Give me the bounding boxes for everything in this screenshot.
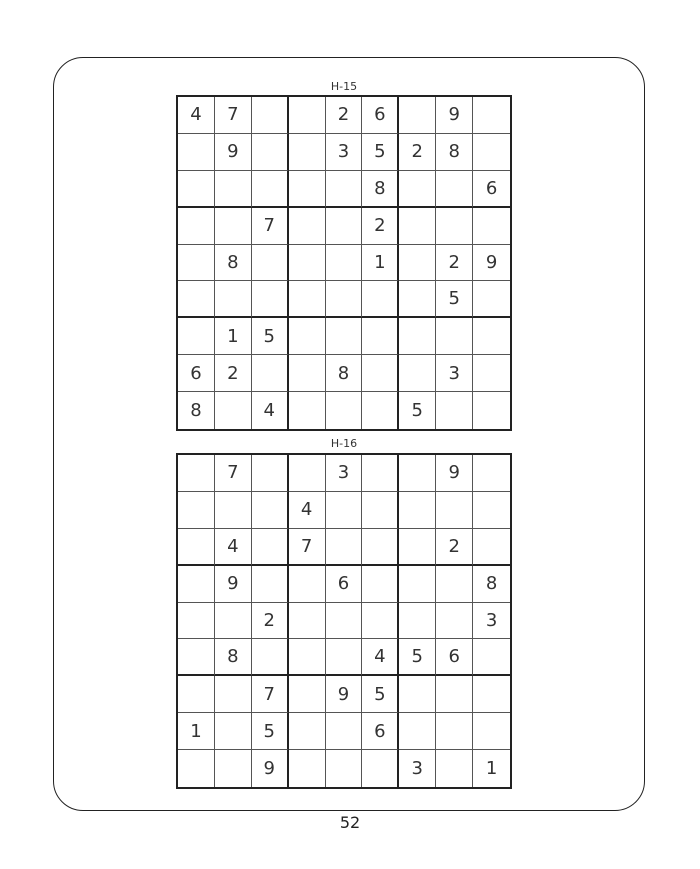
sudoku-cell	[436, 713, 473, 750]
sudoku-cell: 6	[362, 97, 399, 134]
sudoku-cell	[362, 566, 399, 603]
sudoku-cell: 9	[436, 455, 473, 492]
sudoku-cell	[252, 529, 289, 566]
sudoku-cell	[399, 245, 436, 282]
sudoku-cell	[473, 392, 510, 429]
sudoku-cell: 6	[362, 713, 399, 750]
sudoku-cell: 9	[215, 566, 252, 603]
sudoku-cell	[215, 171, 252, 208]
sudoku-cell: 4	[252, 392, 289, 429]
sudoku-cell	[436, 676, 473, 713]
sudoku-cell	[399, 492, 436, 529]
sudoku-cell: 5	[436, 281, 473, 318]
sudoku-cell	[252, 171, 289, 208]
sudoku-cell	[289, 134, 326, 171]
sudoku-cell	[399, 318, 436, 355]
sudoku-cell	[215, 281, 252, 318]
sudoku-cell	[399, 355, 436, 392]
sudoku-cell	[362, 603, 399, 640]
sudoku-cell	[178, 492, 215, 529]
sudoku-cell	[436, 603, 473, 640]
sudoku-cell: 7	[289, 529, 326, 566]
sudoku-cell: 2	[436, 529, 473, 566]
sudoku-cell: 9	[326, 676, 363, 713]
sudoku-cell: 8	[215, 639, 252, 676]
sudoku-cell	[215, 676, 252, 713]
sudoku-cell	[326, 492, 363, 529]
sudoku-cell: 5	[252, 318, 289, 355]
sudoku-cell	[252, 281, 289, 318]
sudoku-cell	[178, 134, 215, 171]
puzzle-title-h15: H-15	[330, 80, 358, 93]
sudoku-cell: 3	[436, 355, 473, 392]
sudoku-cell	[289, 281, 326, 318]
sudoku-cell	[289, 566, 326, 603]
sudoku-cell: 8	[436, 134, 473, 171]
sudoku-cell: 8	[326, 355, 363, 392]
sudoku-cell	[178, 281, 215, 318]
sudoku-grid-h15	[176, 95, 512, 431]
sudoku-cell	[289, 713, 326, 750]
sudoku-cell	[215, 492, 252, 529]
sudoku-cell	[215, 603, 252, 640]
sudoku-cell	[178, 245, 215, 282]
sudoku-cell: 5	[362, 676, 399, 713]
sudoku-cell	[473, 492, 510, 529]
sudoku-cell	[473, 529, 510, 566]
sudoku-cell: 5	[252, 713, 289, 750]
sudoku-cell	[362, 529, 399, 566]
sudoku-cell	[215, 392, 252, 429]
sudoku-cell	[178, 676, 215, 713]
sudoku-cell: 4	[178, 97, 215, 134]
sudoku-cell	[399, 603, 436, 640]
sudoku-cell	[436, 392, 473, 429]
sudoku-cell	[326, 529, 363, 566]
sudoku-cell	[326, 603, 363, 640]
sudoku-cell: 8	[473, 566, 510, 603]
sudoku-cell: 2	[252, 603, 289, 640]
sudoku-cell	[436, 171, 473, 208]
sudoku-cell	[473, 134, 510, 171]
sudoku-cell	[473, 208, 510, 245]
sudoku-cell	[473, 97, 510, 134]
sudoku-cell	[473, 639, 510, 676]
sudoku-cell	[178, 603, 215, 640]
sudoku-cell	[399, 171, 436, 208]
sudoku-cell: 2	[436, 245, 473, 282]
sudoku-cell: 3	[326, 455, 363, 492]
sudoku-cell	[326, 245, 363, 282]
sudoku-cell	[362, 281, 399, 318]
sudoku-cell	[289, 208, 326, 245]
sudoku-cell	[473, 676, 510, 713]
sudoku-cell: 6	[436, 639, 473, 676]
sudoku-cell	[252, 134, 289, 171]
sudoku-cell	[362, 750, 399, 787]
sudoku-cell	[473, 713, 510, 750]
sudoku-cell: 1	[485, 758, 498, 780]
sudoku-cell	[289, 392, 326, 429]
sudoku-cell	[326, 392, 363, 429]
sudoku-cell	[399, 281, 436, 318]
sudoku-cell	[436, 208, 473, 245]
sudoku-cell	[289, 455, 326, 492]
sudoku-cell	[399, 208, 436, 245]
sudoku-cell	[362, 392, 399, 429]
sudoku-cell	[178, 455, 215, 492]
sudoku-cell	[215, 713, 252, 750]
sudoku-cell: 8	[215, 245, 252, 282]
sudoku-cell	[252, 355, 289, 392]
sudoku-cell	[362, 318, 399, 355]
sudoku-cell	[326, 318, 363, 355]
sudoku-cell	[289, 318, 326, 355]
sudoku-cell	[252, 97, 289, 134]
sudoku-cell	[326, 639, 363, 676]
sudoku-cell	[399, 529, 436, 566]
sudoku-cell	[436, 750, 473, 787]
sudoku-cell	[326, 713, 363, 750]
sudoku-cell: 1	[215, 318, 252, 355]
sudoku-cell	[252, 245, 289, 282]
sudoku-cell: 7	[215, 455, 252, 492]
sudoku-cell: 8	[362, 171, 399, 208]
sudoku-cell: 2	[326, 97, 363, 134]
sudoku-cell	[326, 750, 363, 787]
sudoku-cell	[326, 208, 363, 245]
sudoku-cell	[399, 566, 436, 603]
sudoku-cell	[399, 676, 436, 713]
sudoku-cell	[326, 171, 363, 208]
sudoku-cell: 1	[178, 713, 215, 750]
sudoku-cell: 5	[399, 392, 436, 429]
sudoku-cell	[289, 750, 326, 787]
sudoku-cell: 3	[326, 134, 363, 171]
sudoku-cell: 6	[178, 355, 215, 392]
page-number: 52	[339, 813, 361, 832]
sudoku-cell: 6	[473, 171, 510, 208]
sudoku-cell	[289, 171, 326, 208]
sudoku-cell	[252, 492, 289, 529]
sudoku-cell: 5	[399, 639, 436, 676]
sudoku-cell	[473, 281, 510, 318]
sudoku-cell	[399, 455, 436, 492]
sudoku-cell: 2	[362, 208, 399, 245]
sudoku-grid-h16	[176, 453, 512, 789]
sudoku-cell: 7	[252, 676, 289, 713]
sudoku-cell: 9	[252, 750, 289, 787]
sudoku-cell	[289, 355, 326, 392]
sudoku-cell	[436, 318, 473, 355]
sudoku-cell	[252, 455, 289, 492]
sudoku-cell	[289, 676, 326, 713]
sudoku-cell	[362, 455, 399, 492]
sudoku-cell: 4	[289, 492, 326, 529]
sudoku-cell: 4	[362, 639, 399, 676]
sudoku-cell	[473, 318, 510, 355]
sudoku-cell: 8	[178, 392, 215, 429]
sudoku-cell	[178, 529, 215, 566]
sudoku-cell: 1	[362, 245, 399, 282]
sudoku-cell: 6	[326, 566, 363, 603]
sudoku-cell: 5	[362, 134, 399, 171]
sudoku-cell	[252, 639, 289, 676]
sudoku-cell	[473, 455, 510, 492]
sudoku-cell: 7	[252, 208, 289, 245]
sudoku-cell	[473, 355, 510, 392]
sudoku-cell	[178, 566, 215, 603]
sudoku-cell: 2	[399, 134, 436, 171]
sudoku-cell: 7	[215, 97, 252, 134]
sudoku-cell	[362, 492, 399, 529]
sudoku-cell	[326, 281, 363, 318]
sudoku-cell	[289, 639, 326, 676]
sudoku-cell	[399, 713, 436, 750]
sudoku-cell	[399, 97, 436, 134]
sudoku-cell	[178, 750, 215, 787]
sudoku-cell	[178, 208, 215, 245]
sudoku-cell	[178, 171, 215, 208]
sudoku-cell: 9	[473, 245, 510, 282]
sudoku-cell: 9	[436, 97, 473, 134]
sudoku-cell	[215, 208, 252, 245]
sudoku-cell	[252, 566, 289, 603]
sudoku-cell	[436, 492, 473, 529]
sudoku-cell: 3	[473, 603, 510, 640]
sudoku-cell	[289, 603, 326, 640]
sudoku-cell	[289, 97, 326, 134]
sudoku-cell: 4	[215, 529, 252, 566]
sudoku-cell	[289, 245, 326, 282]
sudoku-cell	[215, 750, 252, 787]
sudoku-cell	[436, 566, 473, 603]
sudoku-cell	[178, 318, 215, 355]
sudoku-cell: 3	[399, 750, 436, 787]
sudoku-cell: 9	[215, 134, 252, 171]
sudoku-cell	[178, 639, 215, 676]
puzzle-title-h16: H-16	[330, 437, 358, 450]
sudoku-cell: 2	[215, 355, 252, 392]
sudoku-cell	[362, 355, 399, 392]
